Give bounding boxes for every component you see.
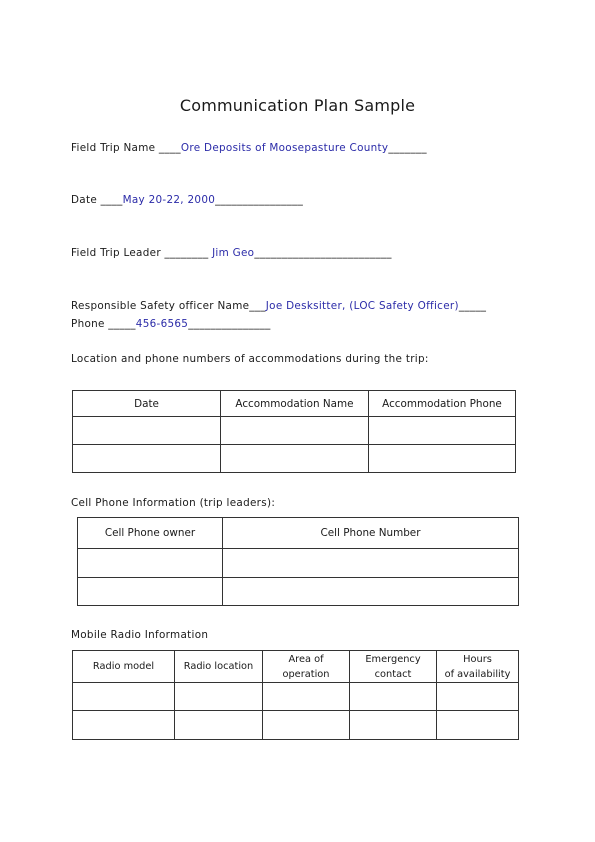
radio-intro: Mobile Radio Information [71, 629, 209, 641]
radio-header-hours: Hours of availability [437, 651, 519, 683]
date-trail: ________________ [215, 194, 304, 206]
trip-leader-label: Field Trip Leader ________ [71, 247, 213, 259]
phone-value: 456-6565 [135, 318, 189, 330]
accommodations-intro: Location and phone numbers of accommodations during the trip: [71, 353, 429, 365]
table-cell[interactable] [175, 683, 263, 711]
accommodations-header-name: Accommodation Name [221, 391, 369, 417]
cell-phone-header-owner: Cell Phone owner [78, 518, 223, 549]
date-line [71, 194, 303, 206]
table-cell[interactable] [369, 417, 516, 445]
table-cell[interactable] [350, 711, 437, 740]
table-row [73, 417, 516, 445]
table-cell[interactable] [221, 417, 369, 445]
cell-phone-header-number: Cell Phone Number [223, 518, 519, 549]
date-label: Date ____ [71, 194, 123, 206]
phone-line [71, 318, 271, 330]
phone-trail: _______________ [188, 318, 271, 330]
table-cell[interactable] [221, 445, 369, 473]
accommodations-header-date: Date [73, 391, 221, 417]
table-cell[interactable] [437, 711, 519, 740]
table-cell[interactable] [73, 711, 175, 740]
field-trip-name-value: Ore Deposits of Moosepasture County [180, 142, 389, 154]
phone-label: Phone _____ [71, 318, 136, 330]
table-cell[interactable] [369, 445, 516, 473]
radio-header-model: Radio model [73, 651, 175, 683]
accommodations-header-phone: Accommodation Phone [369, 391, 516, 417]
date-value: May 20-22, 2000 [122, 194, 216, 206]
radio-header-location: Radio location [175, 651, 263, 683]
table-row [73, 711, 519, 740]
radio-header-emergency: Emergency contact [350, 651, 437, 683]
table-row [78, 578, 519, 606]
accommodations-table [72, 390, 516, 473]
safety-officer-trail: _____ [458, 300, 487, 312]
table-cell[interactable] [73, 417, 221, 445]
safety-officer-label: Responsible Safety officer Name___ [71, 300, 266, 312]
page-title: Communication Plan Sample [179, 96, 416, 115]
table-cell[interactable] [263, 711, 350, 740]
table-cell[interactable] [73, 683, 175, 711]
trip-leader-line [71, 247, 392, 259]
cell-phone-table [77, 517, 519, 606]
table-cell[interactable] [78, 549, 223, 578]
trip-leader-trail: _________________________ [254, 247, 392, 259]
table-cell[interactable] [78, 578, 223, 606]
radio-table [72, 650, 519, 740]
trip-leader-value: Jim Geo [212, 247, 255, 259]
safety-officer-line [71, 300, 486, 312]
table-cell[interactable] [223, 549, 519, 578]
table-cell[interactable] [175, 711, 263, 740]
cell-phone-intro: Cell Phone Information (trip leaders): [71, 497, 276, 509]
radio-header-area: Area of operation [263, 651, 350, 683]
table-cell[interactable] [73, 445, 221, 473]
table-row [78, 549, 519, 578]
safety-officer-value: Joe Desksitter, (LOC Safety Officer) [265, 300, 459, 312]
table-cell[interactable] [263, 683, 350, 711]
table-row [73, 445, 516, 473]
field-trip-name-line [71, 142, 427, 154]
field-trip-name-trail: _______ [388, 142, 427, 154]
table-row [73, 683, 519, 711]
table-cell[interactable] [437, 683, 519, 711]
field-trip-name-label: Field Trip Name ____ [71, 142, 181, 154]
table-cell[interactable] [223, 578, 519, 606]
table-cell[interactable] [350, 683, 437, 711]
